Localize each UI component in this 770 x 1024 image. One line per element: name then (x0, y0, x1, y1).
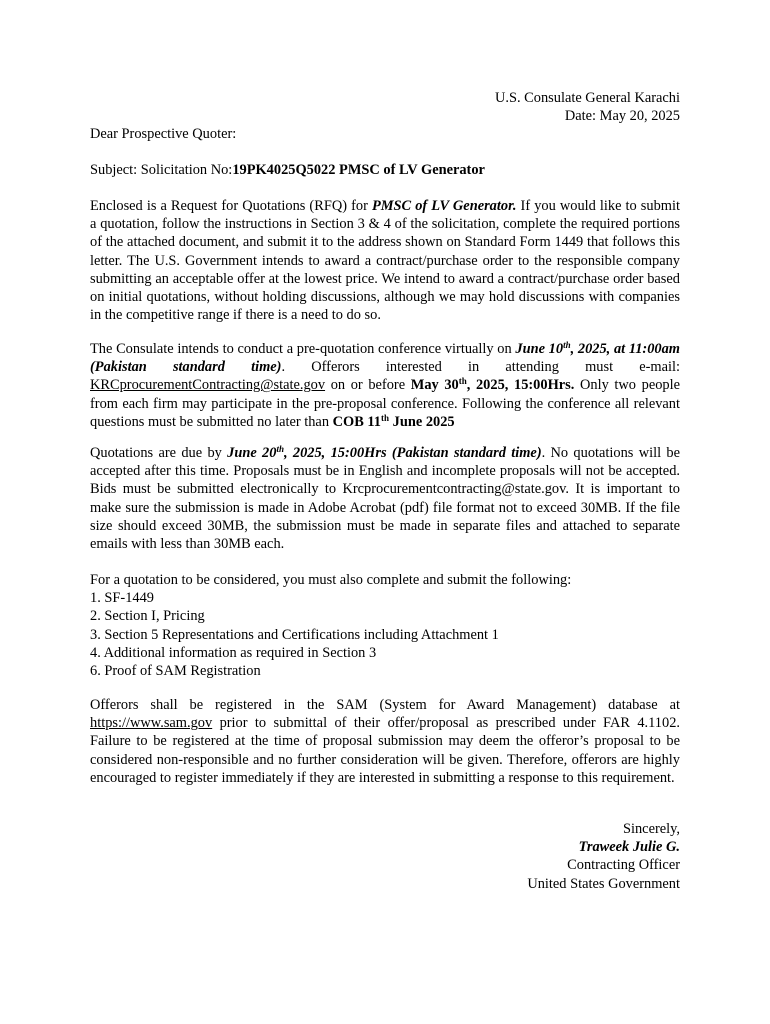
rfq-lead: Enclosed is a Request for Quotations (RFQ) for (90, 198, 372, 214)
letter-header (90, 89, 680, 125)
questions-deadline: COB 11 (332, 413, 382, 430)
sam-link[interactable]: https://www.sam.gov (90, 715, 213, 732)
consulate-name: U.S. Consulate General Karachi (494, 90, 680, 106)
conference-paragraph (90, 340, 680, 431)
signature-block (90, 820, 680, 893)
list-item: 6. Proof of SAM Registration (90, 663, 261, 680)
conference-mid3: Only two people from each firm may participate in the pre-proposal conference. Following the conference all relevant questions must be submitted no later than (90, 377, 680, 430)
conference-day-suffix: th (563, 340, 571, 350)
due-day-suffix: th (276, 444, 284, 454)
signatory-name (90, 838, 680, 856)
sam-lead: Offerors shall be registered in the SAM (System for Award Management) database at (90, 697, 680, 713)
signatory-name-text: Traweek Julie G. (578, 839, 680, 856)
due-body: . No quotations will be accepted after this time. Proposals must be in English and incomplete proposals will not be accepted. Bids must be submitted electronically to Krcprocurementcontracting@state.gov. It is important to make sure the submission is made in Adobe Acrobat (pdf) file format not to exceed 30MB. If the file size should exceed 30MB, the submission must be made in separate files and attached to separate emails with less than 30MB each. (90, 445, 680, 553)
solicitation-number: 19PK4025Q5022 PMSC of LV Generator (232, 162, 485, 178)
rfq-paragraph (90, 197, 680, 324)
rfq-body: If you would like to submit a quotation, follow the instructions in Section 3 & 4 of the solicitation, complete the required portions of the attached document, and submit it to the address shown on Standard Form 1449 that follows this letter. The U.S. Government intends to award a contract/purchase order to the responsible company submitting an acceptable offer at the lowest price. We intend to award a contract/purchase order based on initial quotations, without holding discussions, although we may hold discussions with companies in the competitive range if there is a need to do so. (90, 198, 680, 324)
list-item: 4. Additional information as required in Section 3 (90, 644, 377, 661)
due-lead: Quotations are due by (90, 445, 228, 461)
conference-mid2: on or before (325, 377, 411, 394)
procurement-email-link[interactable]: KRCprocurementContracting@state.gov (90, 377, 326, 394)
registration-deadline-suffix: th (458, 376, 467, 387)
closing-sincerely: Sincerely, (622, 821, 680, 837)
sam-paragraph (90, 696, 680, 787)
signatory-org: United States Government (527, 875, 680, 892)
conference-time: , 2025, at 11:00am (Pakistan standard time) (90, 341, 681, 376)
subject-prefix: Subject: Solicitation No: (90, 162, 233, 178)
conference-lead: The Consulate intends to conduct a pre-quotation conference virtually on (90, 341, 516, 357)
list-item: 1. SF-1449 (90, 590, 154, 607)
conference-mid: . Offerors interested in attending must e-mail: (281, 359, 680, 376)
signatory-title: Contracting Officer (567, 857, 680, 874)
rfq-title: PMSC of LV Generator. (371, 198, 517, 214)
letter-date: Date: May 20, 2025 (564, 108, 680, 125)
questions-deadline-month: June 2025 (389, 413, 455, 430)
salutation: Dear Prospective Quoter: (90, 126, 237, 142)
questions-deadline-suffix: th (381, 412, 390, 423)
list-item: 3. Section 5 Representations and Certifications including Attachment 1 (90, 626, 499, 643)
list-item: 2. Section I, Pricing (90, 608, 205, 625)
registration-deadline-time: , 2025, 15:00Hrs. (466, 377, 575, 394)
due-time: , 2025, 15:00Hrs (Pakistan standard time) (283, 445, 542, 461)
subject-line (90, 161, 680, 179)
requirements-list (90, 571, 680, 680)
due-date-paragraph (90, 444, 680, 553)
sam-body: prior to submittal of their offer/proposal as prescribed under FAR 4.1102. Failure to be registered at the time of proposal submission may deem the offeror’s proposal to be considered non-responsible and no further consideration will be given. Therefore, offerors are highly encouraged to register immediately if they are interested in submitting a response to this requirement. (90, 715, 680, 786)
conference-day: June 10 (515, 341, 564, 357)
requirements-intro: For a quotation to be considered, you must also complete and submit the following: (90, 572, 572, 588)
registration-deadline-day: May 30 (410, 377, 459, 394)
due-day: June 20 (227, 445, 277, 461)
